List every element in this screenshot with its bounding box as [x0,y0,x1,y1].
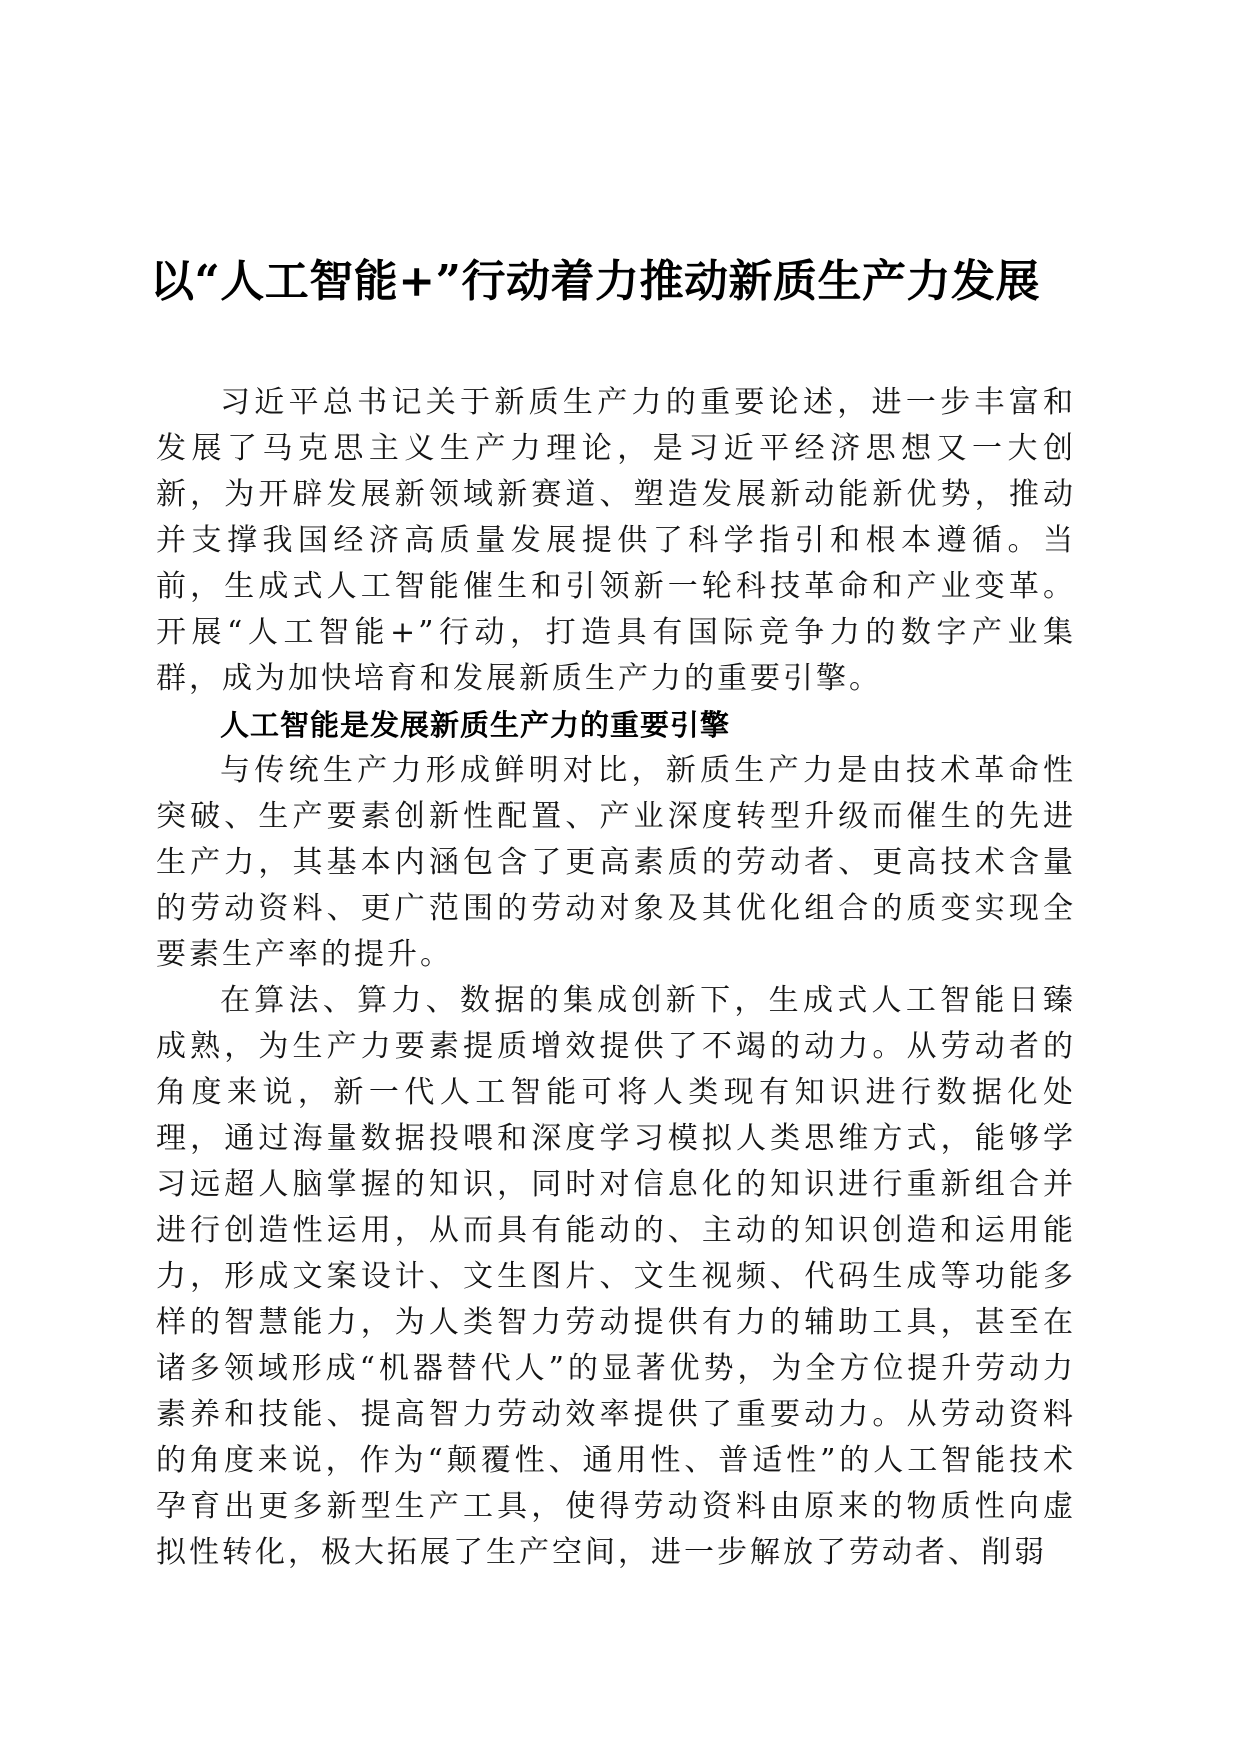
body-paragraph: 在算法、算力、数据的集成创新下，生成式人工智能日臻成熟，为生产力要素提质增效提供了不竭的动力。从劳动者的角度来说，新一代人工智能可将人类现有知识进行数据化处理，通过海量数据投喂和深度学习模拟人类思维方式，能够学习远超人脑掌握的知识，同时对信息化的知识进行重新组合并进行创造性运用，从而具有能动的、主动的知识创造和运用能力，形成文案设计、文生图片、文生视频、代码生成等功能多样的智慧能力，为人类智力劳动提供有力的辅助工具，甚至在诸多领域形成“机器替代人”的显著优势，为全方位提升劳动力素养和技能、提高智力劳动效率提供了重要动力。从劳动资料的角度来说，作为“颠覆性、通用性、普适性”的人工智能技术孕育出更多新型生产工具，使得劳动资料由原来的物质性向虚拟性转化，极大拓展了生产空间，进一步解放了劳动者、削弱 [156,983,1076,1570]
section-heading: 人工智能是发展新质生产力的重要引擎 [220,708,731,742]
body-paragraph: 与传统生产力形成鲜明对比，新质生产力是由技术革命性突破、生产要素创新性配置、产业深度转型升级而催生的先进生产力，其基本内涵包含了更高素质的劳动者、更高技术含量的劳动资料、更广范围的劳动对象及其优化组合的质变实现全要素生产率的提升。 [156,753,1076,972]
article-title: 以“人工智能+”行动着力推动新质生产力发展 [150,256,1040,307]
article-body [156,380,1076,1576]
intro-paragraph: 习近平总书记关于新质生产力的重要论述，进一步丰富和发展了马克思主义生产力理论，是习近平经济思想又一大创新，为开辟发展新领域新赛道、塑造发展新动能新优势，推动并支撑我国经济高质量发展提供了科学指引和根本遵循。当前，生成式人工智能催生和引领新一轮科技革命和产业变革。开展“人工智能+”行动，打造具有国际竞争力的数字产业集群，成为加快培育和发展新质生产力的重要引擎。 [156,385,1076,696]
